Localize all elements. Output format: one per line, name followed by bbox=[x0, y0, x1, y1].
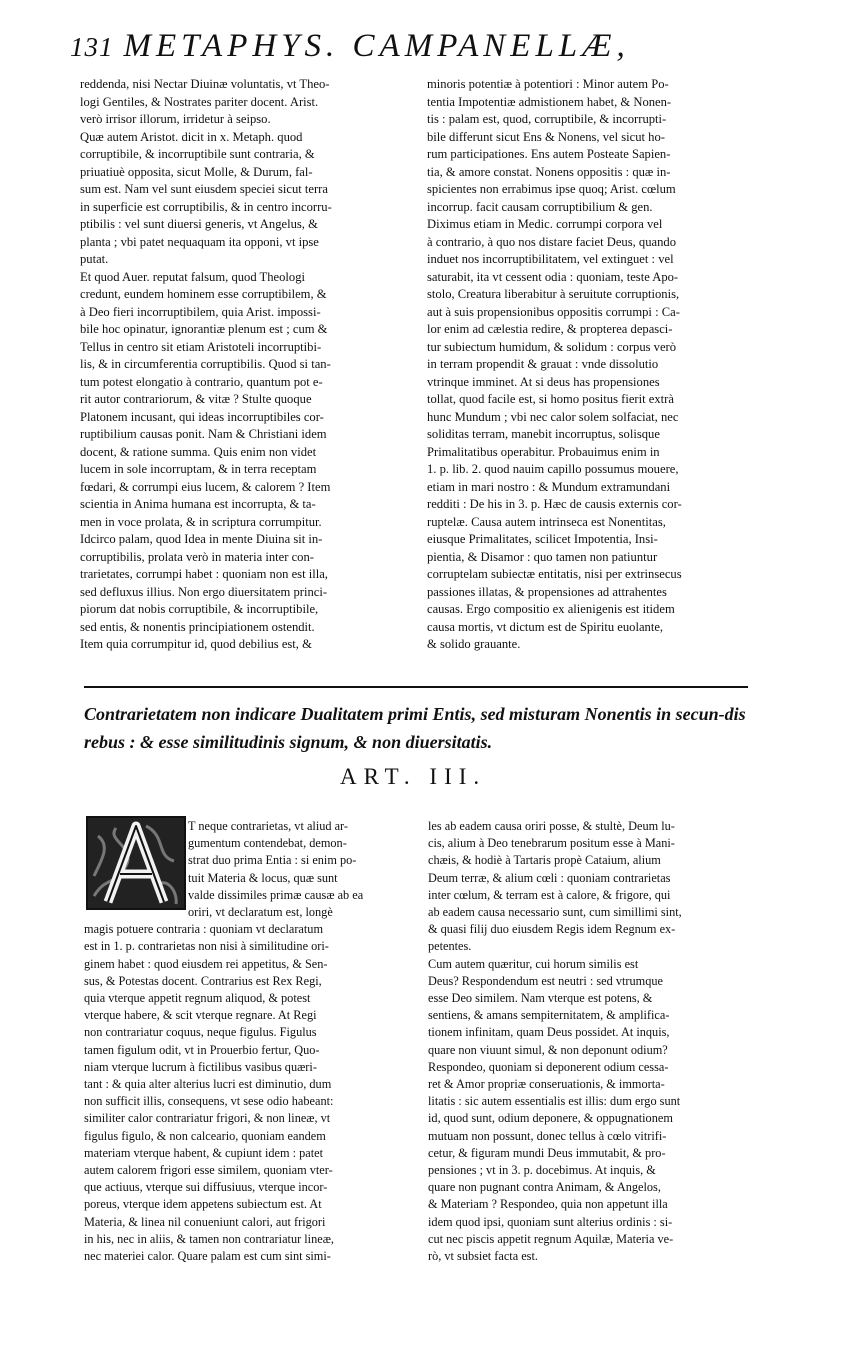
text-line: pensiones ; vt in 3. p. docebimus. At inquis, & bbox=[428, 1163, 656, 1178]
text-line: Quæ autem Aristot. dicit in x. Metaph. quod bbox=[80, 129, 303, 144]
running-head bbox=[70, 28, 840, 74]
text-line: pientia, & Disamor : quo tamen non patiuntur bbox=[427, 549, 658, 564]
text-line: redditi : De his in 3. p. Hæc de causis externis cor- bbox=[427, 497, 682, 511]
text-line: oriri, vt declaratum est, longè bbox=[188, 905, 333, 920]
text-line: ab eadem causa necessario sunt, cum simillimi sint, bbox=[428, 905, 682, 920]
text-line: fœdari, & corrumpi eius lucem, & calorem ? Item bbox=[80, 479, 331, 494]
text-line: corruptelam subiectæ entitatis, nisi per extrinsecus bbox=[427, 567, 682, 581]
text-line: bile differunt sicut Ens & Nonens, vel sicut ho- bbox=[427, 129, 665, 144]
text-line: reddenda, nisi Nectar Diuinæ voluntatis, vt Theo- bbox=[80, 77, 330, 91]
text-line: tis : palam est, quod, corruptibile, & incorrupti- bbox=[427, 112, 667, 126]
text-line: lucem in sole incorruptam, & in terra receptam bbox=[80, 462, 317, 476]
article-heading: ART. III. bbox=[340, 764, 487, 789]
text-line: etiam in mari nostro : & Mundum extramundani bbox=[427, 479, 671, 494]
text-line: figulus figulo, & non calceario, quoniam eandem bbox=[84, 1128, 326, 1143]
text-line: soliditas terram, manebit incorruptus, solisque bbox=[427, 427, 660, 441]
text-line: que actiuus, vterque sui diffusiuus, vterque incor- bbox=[84, 1180, 328, 1195]
text-line: poreus, vterque idem appetens subiectum est. At bbox=[84, 1197, 322, 1212]
text-line: Primalitatibus operabitur. Probauimus enim in bbox=[427, 444, 660, 459]
text-line: tollat, quod facile est, si homo positus fierit extrà bbox=[427, 392, 674, 406]
text-line: ret & Amor propriæ conseruationis, & immorta- bbox=[428, 1077, 665, 1092]
text-line: ginem habet : quod eiusdem rei appetitus, & Sen- bbox=[84, 956, 328, 971]
text-line: quare non pugnant contra Animam, & Angelos, bbox=[428, 1180, 661, 1195]
text-line: tionem infinitam, quam Deus possidet. At inquis, bbox=[428, 1025, 670, 1040]
bottom-right-column bbox=[428, 818, 772, 1265]
text-line: priuatiuè opposita, sicut Molle, & Durum, fal- bbox=[80, 164, 313, 179]
bottom-left-column bbox=[84, 818, 412, 1265]
text-line: 1. p. lib. 2. quod nauim capillo possumus mouere, bbox=[427, 462, 679, 476]
text-line: bile hoc opinatur, ignorantiæ plenum est ; cum & bbox=[80, 322, 328, 336]
text-line: Tellus in centro sit etiam Aristoteli incorruptibi- bbox=[80, 339, 322, 354]
text-line: lor enim ad cælestia redire, & propterea depasci- bbox=[427, 322, 673, 336]
text-line: rum participationes. Ens autem Posteate Sapien- bbox=[427, 147, 671, 161]
text-line: cut nec piscis appetit regnum Aquilæ, Materia ve- bbox=[428, 1231, 674, 1246]
text-line: & quasi filij duo eiusdem Regis idem Regnum ex- bbox=[428, 922, 676, 937]
text-line: tuit Materia & locus, quæ sunt bbox=[188, 870, 338, 885]
text-line: idem quod ipsi, quoniam sunt alterius ordinis : si- bbox=[428, 1214, 673, 1229]
text-line: causas. Ergo compositio ex alienigenis est itidem bbox=[427, 602, 675, 616]
text-line: Respondeo, quoniam si deponerent odium cessa- bbox=[428, 1059, 669, 1074]
text-line: Contrarietatem non indicare Dualitatem primi Entis, sed misturam Nonentis in secun- bbox=[84, 704, 725, 724]
text-line: Platonem incusant, qui ideas incorruptibiles cor- bbox=[80, 409, 324, 424]
horizontal-rule bbox=[84, 686, 748, 688]
text-line: tum potest elongatio à contrario, quantum pot e- bbox=[80, 374, 323, 389]
text-line: rit autor contrariorum, & vitæ ? Stulte quoque bbox=[80, 392, 312, 406]
text-line: vterque habere, & scit vterque regnare. At Regi bbox=[84, 1008, 317, 1023]
text-line: similiter calor contrariatur frigori, & non lineæ, vt bbox=[84, 1111, 331, 1126]
text-line: docent, & ratione summa. Quis enim non videt bbox=[80, 444, 317, 459]
text-line: in terram propendit & grauat : vnde dissolutio bbox=[427, 357, 659, 371]
text-line: esse Deo similem. Nam vterque est potens, & bbox=[428, 991, 653, 1006]
text-line: piorum dat nobis corruptibile, & incorruptibile, bbox=[80, 602, 319, 616]
text-line: non contrariatur coquus, neque figulus. Figulus bbox=[84, 1025, 317, 1040]
text-line: id, quod sunt, odium deponere, & oppugnationem bbox=[428, 1111, 673, 1126]
text-line: tant : & quia alter alterius lucri est diminutio, dum bbox=[84, 1077, 332, 1092]
text-line: niam vterque lucrum à fictilibus vasibus quæri- bbox=[84, 1059, 317, 1074]
text-line: dis rebus : & esse similitudinis signum, & non diuersitatis. bbox=[84, 704, 746, 752]
text-line: valde dissimiles primæ causæ ab ea bbox=[188, 887, 364, 902]
text-line: sed entis, & nonentis principiationem ostendit. bbox=[80, 619, 315, 634]
text-line: litatis : sic autem essentialis est illis: dum ergo sunt bbox=[428, 1094, 681, 1109]
text-line: trarietates, corrumpi habet : quoniam non est illa, bbox=[80, 567, 328, 581]
text-line: sentiens, & amans sempiternitatem, & amplifica- bbox=[428, 1008, 670, 1023]
text-line: vtrinque imminet. At si deus has propensiones bbox=[427, 374, 660, 389]
text-line: T neque contrarietas, vt aliud ar- bbox=[188, 819, 349, 833]
text-line: chæis, & hodiè à Tartaris propè Cataium, alium bbox=[428, 853, 661, 868]
text-line: Idcirco palam, quod Idea in mente Diuina sit in- bbox=[80, 532, 323, 546]
text-line: sed defluxus illius. Non ergo diuersitatem princi- bbox=[80, 584, 328, 599]
text-line: Cum autem quæritur, cui horum similis est bbox=[428, 956, 639, 971]
text-line: cis, alium à Deo tenebrarum positum esse à Mani- bbox=[428, 836, 675, 851]
text-line: strat duo prima Entia : si enim po- bbox=[188, 853, 357, 868]
text-line: Item quia corrumpitur id, quod debilius est, & bbox=[80, 637, 312, 651]
text-line: cetur, & figuram mundi Deus immutabit, & pro- bbox=[428, 1145, 666, 1160]
text-line: minoris potentiæ à potentiori : Minor autem Po- bbox=[427, 77, 669, 91]
text-line: aut à suis propensionibus oppositis corrumpi : Ca- bbox=[427, 304, 680, 319]
text-line: Diximus etiam in Medic. corrumpi corpora vel bbox=[427, 217, 663, 231]
text-line: causa mortis, vt dictum est de Spiritu euolante, bbox=[427, 619, 664, 634]
text-line: lis, & in circumferentia corruptibilis. Quod si tan- bbox=[80, 357, 331, 371]
running-title: METAPHYS. CAMPANELLÆ, bbox=[123, 28, 630, 64]
text-line: verò irrisor illorum, irridetur à seipso. bbox=[80, 112, 271, 126]
text-line: stolo, Creatura liberabitur à seruitute corruptionis, bbox=[427, 287, 680, 301]
text-line: est in 1. p. contrarietas non nisi à similitudine ori- bbox=[84, 939, 329, 954]
text-line: passiones illatas, & propensiones ad attrahentes bbox=[427, 584, 667, 599]
text-line: à Deo fieri incorruptibilem, quia Arist. impossi- bbox=[80, 304, 321, 319]
text-line: Et quod Auer. reputat falsum, quod Theologi bbox=[80, 269, 306, 284]
text-line: men in voce prolata, & in scriptura corrumpitur. bbox=[80, 514, 322, 529]
text-line: petentes. bbox=[428, 939, 472, 954]
text-line: gumentum contendebat, demon- bbox=[188, 836, 347, 851]
text-line: magis potuere contraria : quoniam vt declaratum bbox=[84, 922, 324, 937]
text-line: tamen figulum odit, vt in Prouerbio fertur, Quo- bbox=[84, 1042, 320, 1057]
top-right-column bbox=[427, 76, 772, 654]
text-line: saturabit, ita vt cessent odia : quoniam, teste Apo- bbox=[427, 269, 679, 284]
text-line: credunt, eundem hominem esse corruptibilem, & bbox=[80, 287, 327, 301]
top-left-column bbox=[80, 76, 410, 654]
section-heading bbox=[84, 700, 764, 756]
text-line: autem calorem frigori esse similem, quoniam vter- bbox=[84, 1163, 333, 1178]
text-line: quia vterque appetit regnum aliquod, & potest bbox=[84, 991, 311, 1006]
text-line: ruptibilium causas ponit. Nam & Christiani idem bbox=[80, 427, 327, 441]
text-line: in his, nec in aliis, & tamen non contrariatur lineæ, bbox=[84, 1231, 334, 1246]
text-line: Deus? Respondendum est neutri : sed vtrumque bbox=[428, 973, 663, 988]
text-line: hunc Mundum ; vbi nec calor solem solfaciat, nec bbox=[427, 409, 679, 424]
text-line: mutuam non possunt, donec tellus à cœlo vitrifi- bbox=[428, 1128, 667, 1143]
page-number: 131 bbox=[70, 32, 114, 62]
text-line: scientia in Anima humana est incorrupta, & ta- bbox=[80, 497, 316, 511]
text-line: quare non viuunt simul, & non deponunt odium? bbox=[428, 1042, 668, 1057]
text-line: materiam vterque habent, & cupiunt idem : patet bbox=[84, 1145, 324, 1160]
text-line: corruptibile, & incorruptibile sunt contraria, & bbox=[80, 147, 315, 161]
text-line: & Materiam ? Respondeo, quia non appetunt illa bbox=[428, 1197, 668, 1212]
text-line: tur subiectum humidum, & solidum : corpus verò bbox=[427, 339, 677, 354]
text-line: planta ; vbi patet nequaquam ita opponi, vt ipse bbox=[80, 234, 319, 249]
text-line: eiusque Primalitates, scilicet Impotentia, Insi- bbox=[427, 532, 658, 546]
text-line: logi Gentiles, & Nostrates pariter docent. Arist. bbox=[80, 94, 319, 109]
text-line: tia, & amore constat. Nonens oppositis : quæ in- bbox=[427, 164, 671, 179]
text-line: Materia, & linea nil conueniunt calori, aut frigori bbox=[84, 1214, 326, 1229]
text-line: rò, vt subsiet facta est. bbox=[428, 1249, 538, 1264]
text-line: non sufficit illis, consequens, vt sese odio habeant: bbox=[84, 1094, 334, 1109]
text-line: putat. bbox=[80, 252, 109, 266]
text-line: inter cœlum, & terram est à calore, & frigore, qui bbox=[428, 887, 671, 902]
text-line: ptibilis : vel sunt diuersi generis, vt Angelus, & bbox=[80, 217, 318, 231]
text-line: & solido grauante. bbox=[427, 637, 521, 651]
text-line: sus, & Potestas docent. Contrarius est Rex Regi, bbox=[84, 973, 322, 988]
text-line: Deum terræ, & alium cœli : quoniam contrarietas bbox=[428, 870, 671, 885]
text-line: les ab eadem causa oriri posse, & stultè, Deum lu- bbox=[428, 819, 675, 833]
text-line: tentia Impotentiæ admistionem habet, & Nonen- bbox=[427, 94, 672, 109]
text-line: ruptelæ. Causa autem intrinseca est Nonentitas, bbox=[427, 514, 666, 529]
text-line: induet nos incorruptibilitatem, vel extinguet : vel bbox=[427, 252, 674, 266]
text-line: corruptibilis, prolata verò in materia inter con- bbox=[80, 549, 314, 564]
text-line: incorrup. facit causam corruptibilium & gen. bbox=[427, 199, 653, 214]
text-line: nec materiei calor. Quare palam est cum sint simi- bbox=[84, 1249, 331, 1264]
text-line: spicientes non errabimus ipse quoq; Arist. cœlum bbox=[427, 182, 676, 196]
text-line: à contrario, à quo nos distare faciet Deus, quando bbox=[427, 234, 676, 249]
text-line: in superficie est corruptibilis, & in centro incorru- bbox=[80, 199, 332, 214]
text-line: sum est. Nam vel sunt eiusdem speciei sicut terra bbox=[80, 182, 328, 196]
